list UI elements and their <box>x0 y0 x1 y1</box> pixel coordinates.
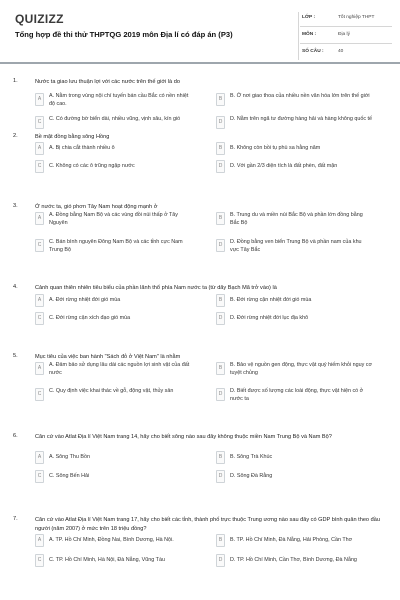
answer-option-d[interactable] <box>216 554 388 572</box>
option-text: C. Bán bình nguyên Đông Nam Bộ và các tỉnh cực Nam Trung Bộ <box>49 239 183 253</box>
answer-option-c[interactable] <box>35 160 207 178</box>
option-text: A. TP. Hồ Chí Minh, Đồng Nai, Bình Dương, Hà Nội. <box>49 536 174 543</box>
answer-option-b[interactable] <box>216 212 388 230</box>
option-letter-box[interactable]: D <box>216 160 225 173</box>
answer-option-c[interactable] <box>35 470 207 488</box>
answer-option-a[interactable] <box>35 294 207 312</box>
option-text: C. Quy định việc khai thác về gỗ, động vật, thủy sản <box>49 388 174 394</box>
question-number: 5. <box>13 353 18 359</box>
option-letter-box[interactable]: C <box>35 554 44 567</box>
option-text: C. Đới rừng cận xích đạo gió mùa <box>49 314 131 321</box>
option-text: A. Đồng bằng Nam Bộ và các vùng đồi núi thấp ở Tây Nguyên <box>49 212 178 226</box>
option-letter-box[interactable]: D <box>216 312 225 325</box>
option-letter-box[interactable]: B <box>216 93 225 106</box>
option-letter-box[interactable]: A <box>35 93 44 106</box>
option-text: B. Trung du và miền núi Bắc Bộ và phần lớn đồng bằng Bắc Bộ <box>230 212 363 226</box>
answer-option-b[interactable] <box>216 142 388 160</box>
answer-option-a[interactable] <box>35 362 207 380</box>
answer-option-a[interactable] <box>35 451 207 469</box>
option-text: C. Có đường bờ biển dài, nhiều vũng, vịnh sâu, kín gió <box>49 116 181 122</box>
question-text: Căn cứ vào Atlat Địa lí Việt Nam trang 14, hãy cho biết sông nào sau đây không thuộc miền Nam Trung Bộ và Nam Bộ? <box>35 434 332 440</box>
option-letter-box[interactable]: C <box>35 239 44 252</box>
option-letter-box[interactable]: C <box>35 160 44 173</box>
question-text: Nước ta giao lưu thuận lợi với các nước trên thế giới là do <box>35 79 180 85</box>
option-letter-box[interactable]: D <box>216 554 225 567</box>
worksheet-title: Tổng hợp đề thi thử THPTQG 2019 môn Địa lí có đáp án (P3) <box>15 30 233 39</box>
question-number: 7. <box>13 516 18 522</box>
option-text: B. Không còn bồi tụ phù sa hằng năm <box>230 144 321 151</box>
answer-option-d[interactable] <box>216 388 388 406</box>
option-letter-box[interactable]: B <box>216 362 225 375</box>
question-text: Mục tiêu của việc ban hành "Sách đỏ ở Việt Nam" là nhằm <box>35 354 181 360</box>
option-text: A. Sông Thu Bồn <box>49 453 90 460</box>
option-text: D. Nằm trên ngã tư đường hàng hải và hàng không quốc tế <box>230 116 373 122</box>
option-letter-box[interactable]: A <box>35 142 44 155</box>
option-text: C. TP. Hồ Chí Minh, Hà Nội, Đà Nẵng, Vũng Tàu <box>49 556 165 563</box>
option-letter-box[interactable]: B <box>216 142 225 155</box>
question-number: 1. <box>13 78 18 84</box>
answer-option-c[interactable] <box>35 554 207 572</box>
option-text: A. Đới rừng nhiệt đới gió mùa <box>49 296 121 303</box>
question-text: Căn cứ vào Atlat Địa lí Việt Nam trang 17, hãy cho biết các tỉnh, thành phố trực thuộc Trung ương nào sau đây có GDP bình quân theo đầu người (năm 2007) ở mức trên 18 triệu đồng? <box>35 517 380 532</box>
option-letter-box[interactable]: D <box>216 239 225 252</box>
option-text: D. Sông Đà Rằng <box>230 472 273 479</box>
header-divider <box>0 62 400 64</box>
answer-option-c[interactable] <box>35 312 207 330</box>
option-text: D. Đồng bằng ven biển Trung Bộ và phần nam của khu vực Tây Bắc <box>230 239 362 253</box>
answer-option-b[interactable] <box>216 534 388 552</box>
answer-option-a[interactable] <box>35 93 207 111</box>
answer-option-a[interactable] <box>35 142 207 160</box>
answer-option-d[interactable] <box>216 312 388 330</box>
option-text: A. Bị chia cắt thành nhiều ô <box>49 144 115 151</box>
option-letter-box[interactable]: B <box>216 451 225 464</box>
meta-row-subject <box>300 29 392 44</box>
answer-option-c[interactable] <box>35 388 207 406</box>
answer-option-b[interactable] <box>216 451 388 469</box>
option-letter-box[interactable]: B <box>216 212 225 225</box>
option-text: B. TP. Hồ Chí Minh, Đà Nẵng, Hải Phòng, Cần Thơ <box>230 536 353 543</box>
option-letter-box[interactable]: C <box>35 116 44 129</box>
answer-option-c[interactable] <box>35 239 207 257</box>
question-text: Ở nước ta, gió phơn Tây Nam hoạt động mạnh ở <box>35 204 158 210</box>
worksheet-header <box>0 0 400 66</box>
option-text: D. Đới rừng nhiệt đới lục địa khô <box>230 314 309 321</box>
answer-option-d[interactable] <box>216 239 388 257</box>
option-letter-box[interactable]: C <box>35 312 44 325</box>
option-text: B. Ở nơi giao thoa của nhiều nền văn hóa lớn trên thế giới <box>230 93 370 99</box>
meta-divider <box>298 12 299 60</box>
option-letter-box[interactable]: B <box>216 294 225 307</box>
question-number: 3. <box>13 203 18 209</box>
option-text: A. Nằm trong vùng nội chí tuyến bán cầu Bắc có nền nhiệt độ cao. <box>49 93 189 107</box>
option-text: D. TP. Hồ Chí Minh, Cần Thơ, Bình Dương, Đà Nẵng <box>230 556 357 563</box>
option-letter-box[interactable]: A <box>35 534 44 547</box>
option-text: D. Với gần 2/3 diện tích là đất phèn, đất mặn <box>230 162 338 169</box>
answer-option-c[interactable] <box>35 116 207 134</box>
option-text: C. Sông Bến Hải <box>49 472 90 479</box>
option-letter-box[interactable]: A <box>35 294 44 307</box>
meta-row-class <box>300 12 392 27</box>
option-letter-box[interactable]: D <box>216 388 225 401</box>
option-text: B. Đới rừng cận nhiệt đới gió mùa <box>230 296 312 303</box>
option-text: D. Biết được số lượng các loài động, thực vật hiện có ở nước ta <box>230 388 364 402</box>
answer-option-a[interactable] <box>35 212 207 230</box>
meta-value: 40 <box>338 49 344 54</box>
question-number: 2. <box>13 133 18 139</box>
answer-option-d[interactable] <box>216 116 388 134</box>
meta-row-question-count <box>300 46 392 61</box>
answer-option-d[interactable] <box>216 470 388 488</box>
option-letter-box[interactable]: B <box>216 534 225 547</box>
option-letter-box[interactable]: C <box>35 388 44 401</box>
meta-table <box>300 12 392 57</box>
option-letter-box[interactable]: D <box>216 116 225 129</box>
question-number: 4. <box>13 284 18 290</box>
meta-label: MÔN : <box>302 32 317 37</box>
option-text: C. Không có các ô trũng ngập nước <box>49 162 135 169</box>
answer-option-b[interactable] <box>216 93 388 111</box>
option-letter-box[interactable]: A <box>35 451 44 464</box>
answer-option-b[interactable] <box>216 362 388 380</box>
option-text: B. Sông Trà Khúc <box>230 453 273 460</box>
answer-option-d[interactable] <box>216 160 388 178</box>
answer-option-a[interactable] <box>35 534 207 552</box>
quizizz-logo: QUIZIZZ <box>15 12 64 26</box>
meta-label: SỐ CÂU : <box>302 49 324 54</box>
meta-value: Tốt nghiệp THPT <box>338 15 375 20</box>
option-text: A. Đảm bảo sử dụng lâu dài các nguồn lợi sinh vật của đất nước <box>49 362 190 376</box>
question-text: Cảnh quan thiên nhiên tiêu biểu của phần lãnh thổ phía Nam nước ta (từ dãy Bạch Mã trở vào) là <box>35 285 277 291</box>
option-letter-box[interactable]: D <box>216 470 225 483</box>
option-letter-box[interactable]: C <box>35 470 44 483</box>
option-letter-box[interactable]: A <box>35 212 44 225</box>
question-text: Bề mặt đồng bằng sông Hồng <box>35 134 110 140</box>
option-text: B. Bảo vệ nguồn gen động, thực vật quý hiếm khỏi nguy cơ tuyệt chủng <box>230 362 372 376</box>
answer-option-b[interactable] <box>216 294 388 312</box>
meta-value: Địa lý <box>338 32 350 37</box>
option-letter-box[interactable]: A <box>35 362 44 375</box>
question-number: 6. <box>13 433 18 439</box>
meta-label: LỚP : <box>302 15 316 20</box>
